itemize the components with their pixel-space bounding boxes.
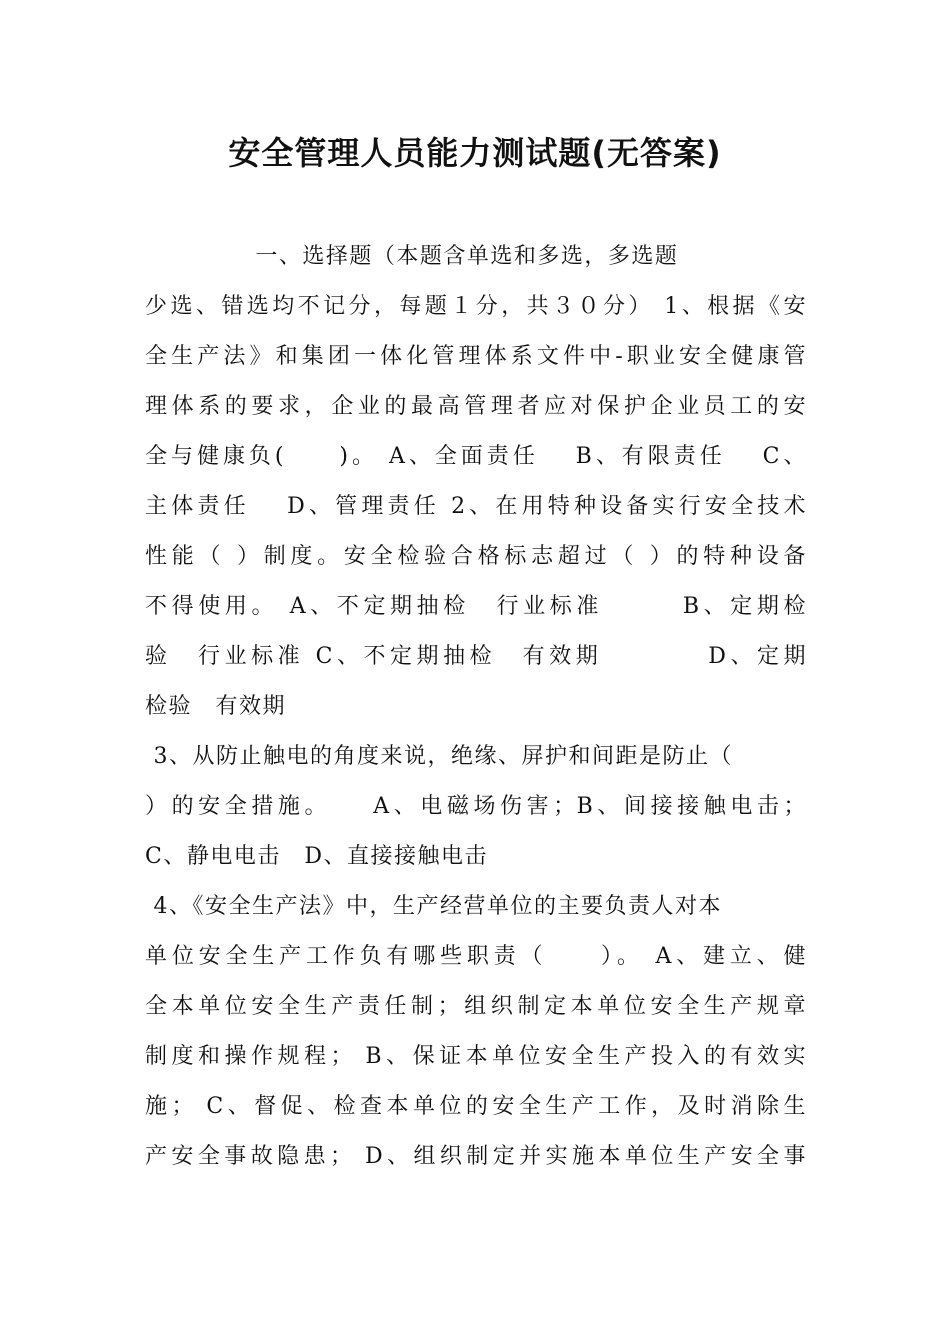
text-line: 理体系的要求，企业的最高管理者应对保护企业员工的安	[145, 394, 807, 419]
text-line: 全与健康负( )。 A、全面责任 B、有限责任 C、	[145, 444, 807, 469]
text-line: 少选、错选均不记分，每题１分，共３０分） 1、根据《安	[145, 294, 807, 319]
text-line: 3、从防止触电的角度来说，绝缘、屏护和间距是防止（	[145, 744, 733, 769]
document-body	[145, 232, 807, 1182]
text-line: 单位安全生产工作负有哪些职责（ ）。 A、建立、健	[145, 944, 807, 969]
text-line: 制度和操作规程； B、保证本单位安全生产投入的有效实	[145, 1044, 807, 1069]
text-line: 4、《安全生产法》中，生产经营单位的主要负责人对本	[145, 894, 722, 919]
text-line: 全本单位安全生产责任制；组织制定本单位安全生产规章	[145, 994, 807, 1019]
text-line: 验 行业标准 C、不定期抽检 有效期 D、定期	[145, 644, 807, 669]
text-line: 性能（ ）制度。安全检验合格标志超过（ ）的特种设备	[145, 544, 807, 569]
text-line: ）的安全措施。 A、电磁场伤害；B、间接接触电击；	[145, 794, 807, 819]
text-line: 一、选择题（本题含单选和多选，多选题	[145, 244, 679, 269]
text-line: C、静电电击 D、直接接触电击	[145, 844, 488, 869]
text-line: 检验 有效期	[145, 694, 287, 719]
text-line: 产安全事故隐患； D、组织制定并实施本单位生产安全事	[145, 1144, 807, 1169]
text-line: 全生产法》和集团一体化管理体系文件中-职业安全健康管	[145, 344, 807, 369]
text-line: 施； C、督促、检查本单位的安全生产工作，及时消除生	[145, 1094, 807, 1119]
text-line: 不得使用。 A、不定期抽检 行业标准 B、定期检	[145, 594, 807, 619]
text-line: 主体责任 D、管理责任 2、在用特种设备实行安全技术	[145, 494, 807, 519]
document-title: 安全管理人员能力测试题(无答案)	[228, 134, 722, 172]
